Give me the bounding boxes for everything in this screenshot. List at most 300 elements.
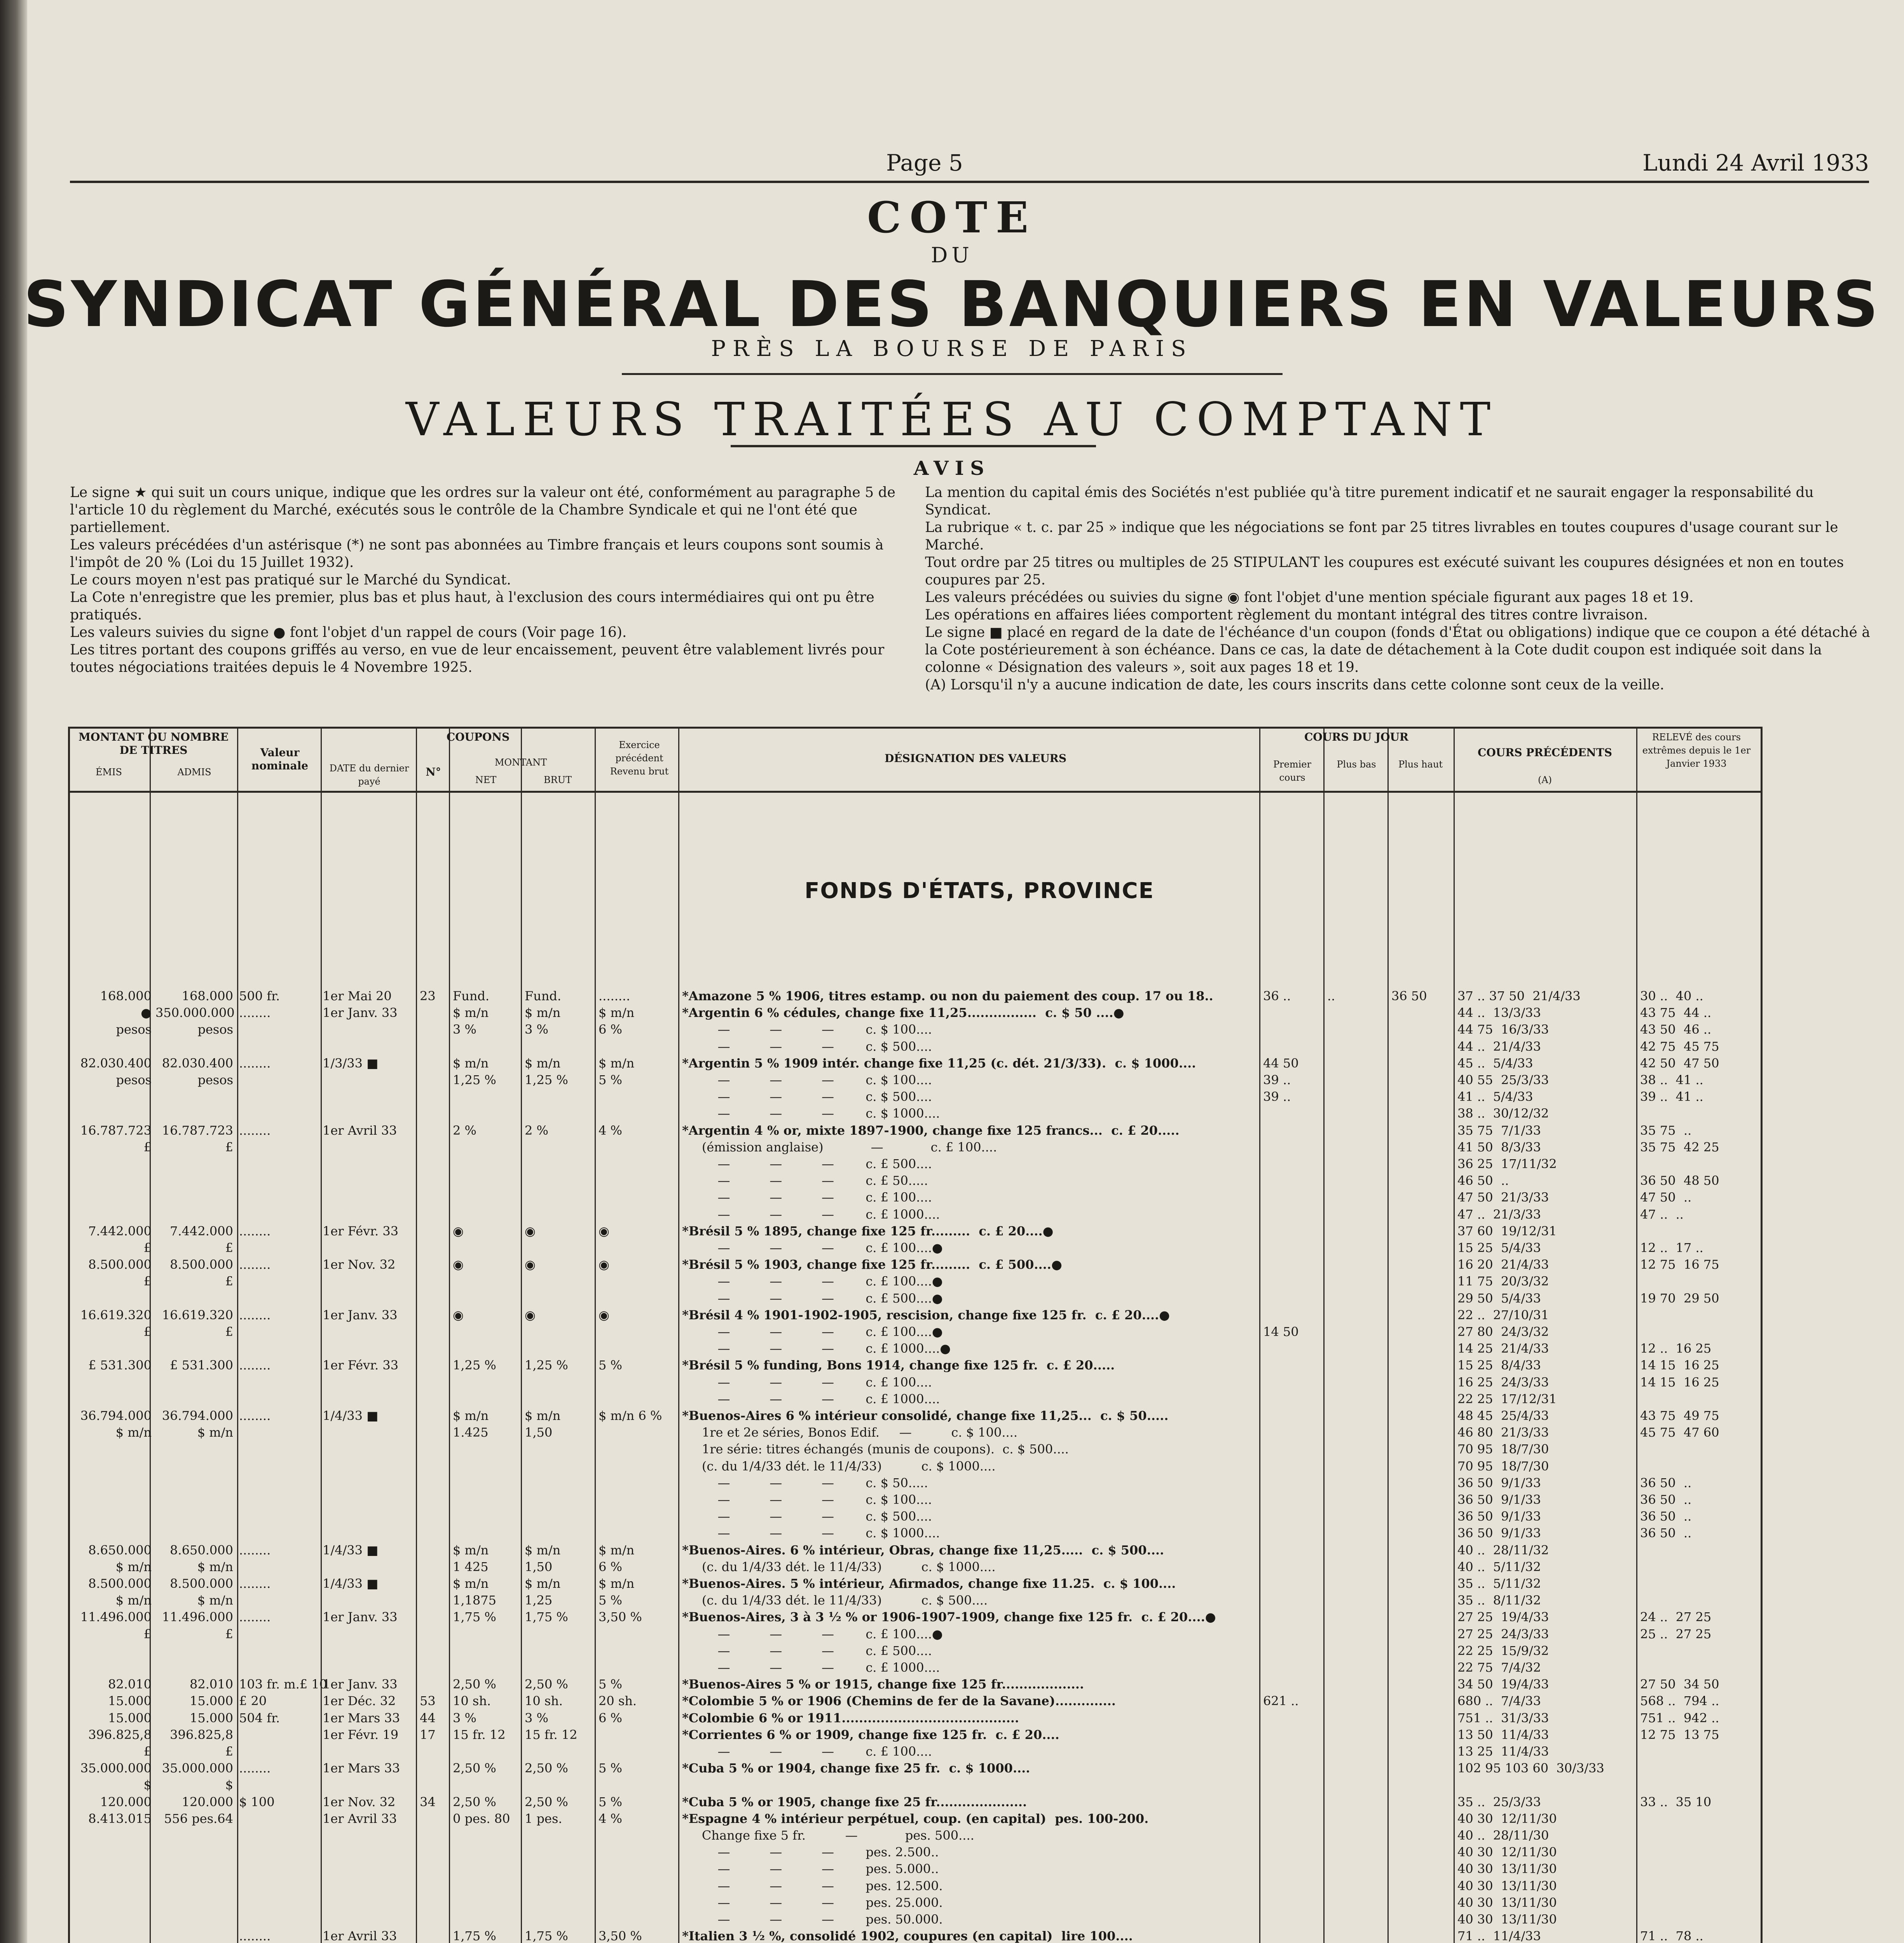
table-cell-prec: 16 25 24/3/33 bbox=[1457, 1374, 1549, 1390]
table-cell-ex: 20 sh. bbox=[599, 1694, 637, 1709]
table-cell-no: 53 bbox=[420, 1694, 436, 1709]
table-cell-val: ........ bbox=[239, 1223, 271, 1238]
table-cell-admis: $ m/n bbox=[197, 1425, 233, 1440]
table-cell-admis: 556 pes.64 bbox=[164, 1811, 233, 1826]
avis-paragraph: Les valeurs suivies du signe ● font l'objet d'un rappel de cours (Voir page 16). bbox=[70, 624, 627, 640]
table-cell-brut: 2,50 % bbox=[525, 1677, 568, 1692]
table-cell-emis: 120.000 bbox=[100, 1794, 152, 1809]
table-cell-no: 23 bbox=[420, 989, 436, 1003]
table-cell-val: ........ bbox=[239, 1123, 271, 1138]
table-cell-date: 1er Févr. 33 bbox=[323, 1358, 399, 1373]
table-cell-des: — — — c. £ 1000....● bbox=[682, 1341, 951, 1356]
table-cell-prec: 40 55 25/3/33 bbox=[1457, 1073, 1549, 1087]
table-cell-ex: 6 % bbox=[599, 1559, 622, 1574]
table-cell-emis: 16.787.723 bbox=[80, 1123, 152, 1138]
table-cell-rel: 14 15 16 25 bbox=[1640, 1374, 1719, 1390]
table-cell-des: — — — c. $ 500.... bbox=[682, 1509, 932, 1524]
table-cell-prec: 37 .. 37 50 21/4/33 bbox=[1457, 989, 1581, 1003]
table-cell-ex: 5 % bbox=[599, 1358, 622, 1373]
table-cell-ex: $ m/n bbox=[599, 1005, 635, 1020]
column-rule bbox=[521, 727, 522, 1943]
table-cell-admis: £ bbox=[225, 1240, 233, 1255]
table-cell-prec: 29 50 5/4/33 bbox=[1457, 1291, 1541, 1306]
table-cell-prec: 40 .. 5/11/32 bbox=[1457, 1559, 1541, 1574]
table-cell-des: — — — c. $ 500.... bbox=[682, 1089, 932, 1104]
avis-left-column bbox=[70, 484, 906, 676]
table-cell-prec: 46 80 21/3/33 bbox=[1457, 1425, 1549, 1440]
table-cell-des: *Corrientes 6 % or 1909, change fixe 125 fr. c. £ 20.... bbox=[682, 1727, 1059, 1742]
table-cell-net: $ m/n bbox=[453, 1055, 489, 1071]
table-cell-rel: 35 75 42 25 bbox=[1640, 1139, 1719, 1155]
table-cell-prec: 16 20 21/4/33 bbox=[1457, 1257, 1549, 1272]
table-cell-val: $ 100 bbox=[239, 1794, 275, 1809]
table-cell-ex: ◉ bbox=[599, 1307, 609, 1322]
column-rule bbox=[678, 727, 679, 1943]
table-cell-des: — — — pes. 25.000. bbox=[682, 1895, 943, 1910]
table-cell-rel: 12 75 13 75 bbox=[1640, 1727, 1719, 1742]
table-cell-rel: 24 .. 27 25 bbox=[1640, 1610, 1712, 1625]
table-cell-emis: £ bbox=[143, 1240, 152, 1255]
table-cell-prec: 14 25 21/4/33 bbox=[1457, 1341, 1549, 1356]
masthead-du: DU bbox=[931, 243, 973, 267]
column-rule bbox=[1259, 727, 1260, 1943]
table-cell-prec: 40 30 13/11/30 bbox=[1457, 1861, 1557, 1877]
table-cell-ex: 4 % bbox=[599, 1811, 622, 1826]
header-date: DATE du dernier payé bbox=[329, 763, 409, 787]
issue-date: Lundi 24 Avril 1933 bbox=[1642, 150, 1869, 176]
table-cell-brut: ◉ bbox=[525, 1223, 536, 1238]
table-cell-rel: 42 50 47 50 bbox=[1640, 1055, 1719, 1071]
table-cell-emis: 82.010 bbox=[108, 1677, 152, 1692]
column-rule bbox=[449, 727, 450, 1943]
table-cell-net: ◉ bbox=[453, 1223, 464, 1238]
table-cell-net: 3 % bbox=[453, 1710, 476, 1725]
table-cell-admis: $ bbox=[225, 1777, 233, 1793]
table-cell-des: *Buenos-Aires 6 % intérieur consolidé, change fixe 11,25... c. $ 50..... bbox=[682, 1408, 1169, 1423]
table-cell-net: $ m/n bbox=[453, 1542, 489, 1558]
table-cell-prec: 36 50 9/1/33 bbox=[1457, 1475, 1541, 1490]
table-cell-date: 1er Déc. 32 bbox=[323, 1694, 396, 1709]
table-cell-prec: 40 .. 28/11/30 bbox=[1457, 1828, 1549, 1843]
table-cell-prec: 44 75 16/3/33 bbox=[1457, 1022, 1549, 1037]
table-cell-date: 1er Avril 33 bbox=[323, 1123, 397, 1138]
table-cell-rel: 43 75 44 .. bbox=[1640, 1005, 1712, 1020]
table-cell-emis: $ m/n bbox=[115, 1425, 152, 1440]
table-cell-prec: 15 25 8/4/33 bbox=[1457, 1358, 1541, 1373]
table-cell-ex: 5 % bbox=[599, 1761, 622, 1776]
table-cell-date: 1er Avril 33 bbox=[323, 1929, 397, 1943]
table-cell-rel: 36 50 48 50 bbox=[1640, 1173, 1719, 1188]
table-cell-des: *Buenos-Aires, 3 à 3 ½ % or 1906-1907-1909, change fixe 125 fr. c. £ 20....● bbox=[682, 1610, 1216, 1625]
table-cell-admis: 7.442.000 bbox=[170, 1223, 233, 1238]
table-cell-net: 1,1875 bbox=[453, 1593, 496, 1608]
table-cell-admis: pesos bbox=[197, 1022, 233, 1037]
table-cell-brut: 3 % bbox=[525, 1710, 548, 1725]
table-cell-brut: $ m/n bbox=[525, 1542, 561, 1558]
table-cell-rel: 36 50 .. bbox=[1640, 1492, 1692, 1507]
avis-paragraph: Le signe ★ qui suit un cours unique, indique que les ordres sur la valeur ont été, conformément au paragraphe 5 de l'article 10 du règlement du Marché, exécutés sous le contrôle de la Chambre Syndicale et qui ne l'ont été que partiellement. bbox=[70, 485, 895, 535]
table-cell-prec: 40 30 12/11/30 bbox=[1457, 1811, 1557, 1826]
table-cell-des: (c. du 1/4/33 dét. le 11/4/33) c. $ 1000.... bbox=[682, 1559, 996, 1574]
table-cell-prec: 45 .. 5/4/33 bbox=[1457, 1055, 1533, 1071]
table-cell-rel: 12 75 16 75 bbox=[1640, 1257, 1719, 1272]
table-cell-des: *Brésil 5 % funding, Bons 1914, change fixe 125 fr. c. £ 20..... bbox=[682, 1358, 1115, 1373]
table-cell-ex: ◉ bbox=[599, 1257, 609, 1272]
table-cell-date: 1er Janv. 33 bbox=[323, 1005, 398, 1020]
table-cell-des: *Cuba 5 % or 1905, change fixe 25 fr..................... bbox=[682, 1794, 1027, 1809]
table-cell-net: 3 % bbox=[453, 1022, 476, 1037]
table-cell-admis: 120.000 bbox=[181, 1794, 233, 1809]
table-cell-c1: 621 .. bbox=[1263, 1694, 1299, 1709]
table-cell-date: 1er Nov. 32 bbox=[323, 1257, 396, 1272]
table-cell-prec: 38 .. 30/12/32 bbox=[1457, 1106, 1549, 1121]
header-plus-haut: Plus haut bbox=[1398, 759, 1443, 770]
table-cell-des: *Italien 3 ½ %, consolidé 1902, coupures (en capital) lire 100.... bbox=[682, 1929, 1133, 1943]
table-cell-admis: $ m/n bbox=[197, 1559, 233, 1574]
column-rule bbox=[237, 727, 238, 1943]
table-cell-net: 1,25 % bbox=[453, 1358, 496, 1373]
table-cell-brut: 2 % bbox=[525, 1123, 548, 1138]
table-cell-des: — — — c. £ 1000.... bbox=[682, 1660, 940, 1675]
table-cell-brut: 15 fr. 12 bbox=[525, 1727, 578, 1742]
table-cell-admis: 16.787.723 bbox=[162, 1123, 233, 1138]
table-cell-rel: 39 .. 41 .. bbox=[1640, 1089, 1703, 1104]
table-cell-brut: 1,75 % bbox=[525, 1610, 568, 1625]
table-cell-prec: 44 .. 13/3/33 bbox=[1457, 1005, 1541, 1020]
table-cell-brut: Fund. bbox=[525, 989, 562, 1003]
avis-paragraph: Les valeurs précédées d'un astérisque (*) ne sont pas abonnées au Timbre français et leurs coupons sont soumis à l'impôt de 20 % (Loi du 15 Juillet 1932). bbox=[70, 537, 884, 570]
table-cell-ex: 6 % bbox=[599, 1710, 622, 1725]
table-cell-emis: 8.500.000 bbox=[88, 1576, 152, 1591]
table-cell-ex: $ m/n bbox=[599, 1576, 635, 1591]
table-cell-prec: 22 25 17/12/31 bbox=[1457, 1391, 1557, 1406]
avis-paragraph: Les valeurs précédées ou suivies du signe ◉ font l'objet d'une mention spéciale figurant aux pages 18 et 19. bbox=[925, 590, 1694, 605]
table-cell-prec: 35 .. 8/11/32 bbox=[1457, 1593, 1541, 1608]
column-rule bbox=[1323, 727, 1325, 1943]
table-cell-emis: 11.496.000 bbox=[80, 1610, 152, 1625]
table-cell-c1: 14 50 bbox=[1263, 1324, 1299, 1339]
table-cell-des: (c. du 1/4/33 dét. le 11/4/33) c. $ 1000.... bbox=[682, 1458, 996, 1474]
table-cell-net: 1,75 % bbox=[453, 1929, 496, 1943]
table-cell-rel: 71 .. 78 .. bbox=[1640, 1929, 1703, 1943]
table-cell-admis: 16.619.320 bbox=[162, 1307, 233, 1322]
table-cell-emis: 7.442.000 bbox=[88, 1223, 152, 1238]
table-cell-emis: 8.650.000 bbox=[88, 1542, 152, 1558]
table-cell-rel: 751 .. 942 .. bbox=[1640, 1710, 1719, 1725]
table-cell-date: 1er Avril 33 bbox=[323, 1811, 397, 1826]
table-cell-admis: pesos bbox=[197, 1073, 233, 1087]
table-cell-net: $ m/n bbox=[453, 1408, 489, 1423]
table-cell-brut: 1,50 bbox=[525, 1559, 553, 1574]
table-cell-net: ◉ bbox=[453, 1307, 464, 1322]
avis-paragraph: La rubrique « t. c. par 25 » indique que les négociations se font par 25 titres livrables en toutes coupures d'usage courant sur le Marché. bbox=[925, 520, 1838, 553]
section-heading-rule bbox=[731, 445, 1096, 447]
table-cell-net: 15 fr. 12 bbox=[453, 1727, 506, 1742]
table-cell-c1: 44 50 bbox=[1263, 1055, 1299, 1071]
header-admis: ADMIS bbox=[177, 767, 211, 778]
table-cell-admis: 8.500.000 bbox=[170, 1576, 233, 1591]
table-cell-admis: 350.000.000 bbox=[155, 1005, 235, 1020]
avis-paragraph: Les opérations en affaires liées comportent règlement du montant intégral des titres contre livraison. bbox=[925, 607, 1648, 623]
table-cell-emis: 396.825,8 bbox=[88, 1727, 152, 1742]
table-cell-date: 1er Janv. 33 bbox=[323, 1677, 398, 1692]
table-cell-rel: 568 .. 794 .. bbox=[1640, 1694, 1719, 1709]
table-cell-prec: 36 50 9/1/33 bbox=[1457, 1526, 1541, 1541]
table-cell-des: — — — c. $ 1000.... bbox=[682, 1106, 940, 1121]
table-cell-emis: 8.413.015 bbox=[88, 1811, 152, 1826]
table-cell-des: — — — c. £ 100....● bbox=[682, 1626, 943, 1641]
table-cell-des: (c. du 1/4/33 dét. le 11/4/33) c. $ 500.... bbox=[682, 1593, 988, 1608]
table-cell-prec: 37 60 19/12/31 bbox=[1457, 1223, 1557, 1238]
column-rule bbox=[1387, 727, 1389, 1943]
table-cell-admis: 82.010 bbox=[190, 1677, 233, 1692]
table-cell-brut: 10 sh. bbox=[525, 1694, 563, 1709]
table-cell-ex: ........ bbox=[599, 989, 630, 1003]
table-cell-date: 1er Janv. 33 bbox=[323, 1610, 398, 1625]
table-cell-brut: $ m/n bbox=[525, 1408, 561, 1423]
table-cell-admis: 82.030.400 bbox=[162, 1055, 233, 1071]
table-cell-net: Fund. bbox=[453, 989, 490, 1003]
table-cell-rel: 27 50 34 50 bbox=[1640, 1677, 1719, 1692]
table-cell-prec: 34 50 19/4/33 bbox=[1457, 1677, 1549, 1692]
table-cell-brut: 1 pes. bbox=[525, 1811, 562, 1826]
table-cell-net: $ m/n bbox=[453, 1005, 489, 1020]
avis-paragraph: La mention du capital émis des Sociétés n'est publiée qu'à titre purement indicatif et ne saurait engager la responsabilité du Syndicat. bbox=[925, 485, 1814, 518]
table-cell-emis: 8.500.000 bbox=[88, 1257, 152, 1272]
table-cell-no: 34 bbox=[420, 1794, 436, 1809]
avis-paragraph: Le cours moyen n'est pas pratiqué sur le Marché du Syndicat. bbox=[70, 572, 511, 588]
table-cell-val: ........ bbox=[239, 1761, 271, 1776]
table-cell-rel: 38 .. 41 .. bbox=[1640, 1073, 1703, 1087]
table-cell-val: 504 fr. bbox=[239, 1710, 280, 1725]
table-cell-date: 1er Févr. 19 bbox=[323, 1727, 399, 1742]
header-brut: BRUT bbox=[544, 774, 572, 785]
table-cell-date: 1/4/33 ■ bbox=[323, 1408, 379, 1423]
table-cell-des: — — — c. £ 1000.... bbox=[682, 1391, 940, 1406]
table-cell-net: 2,50 % bbox=[453, 1794, 496, 1809]
table-cell-emis: $ bbox=[143, 1777, 152, 1793]
table-cell-brut: $ m/n bbox=[525, 1005, 561, 1020]
table-cell-brut: ◉ bbox=[525, 1307, 536, 1322]
table-cell-date: 1er Févr. 33 bbox=[323, 1223, 399, 1238]
table-cell-val: ........ bbox=[239, 1055, 271, 1071]
header-numero: N° bbox=[426, 766, 441, 778]
table-cell-val: ........ bbox=[239, 1307, 271, 1322]
table-cell-brut: 1,75 % bbox=[525, 1929, 568, 1943]
table-cell-prec: 46 50 .. bbox=[1457, 1173, 1509, 1188]
table-cell-prec: 35 75 7/1/33 bbox=[1457, 1123, 1541, 1138]
table-cell-prec: 40 30 13/11/30 bbox=[1457, 1912, 1557, 1927]
table-cell-rel: 25 .. 27 25 bbox=[1640, 1626, 1712, 1641]
table-cell-prec: 751 .. 31/3/33 bbox=[1457, 1710, 1549, 1725]
table-cell-des: *Buenos-Aires 5 % or 1915, change fixe 125 fr................... bbox=[682, 1677, 1084, 1692]
table-cell-prec: 36 50 9/1/33 bbox=[1457, 1509, 1541, 1524]
table-cell-des: — — — c. £ 1000.... bbox=[682, 1207, 940, 1222]
table-cell-rel: 42 75 45 75 bbox=[1640, 1039, 1719, 1054]
table-cell-c1: 36 .. bbox=[1263, 989, 1291, 1003]
table-cell-des: — — — c. £ 50..... bbox=[682, 1173, 928, 1188]
table-cell-prec: 70 95 18/7/30 bbox=[1457, 1442, 1549, 1457]
table-cell-net: 1,25 % bbox=[453, 1073, 496, 1087]
table-cell-ex: $ m/n bbox=[599, 1055, 635, 1071]
running-header bbox=[70, 150, 1869, 183]
table-cell-admis: 8.500.000 bbox=[170, 1257, 233, 1272]
table-cell-des: — — — c. £ 100.... bbox=[682, 1190, 932, 1205]
table-cell-val: ........ bbox=[239, 1576, 271, 1591]
column-rule bbox=[321, 727, 322, 1943]
table-cell-brut: $ m/n bbox=[525, 1576, 561, 1591]
table-cell-emis: £ bbox=[143, 1139, 152, 1155]
table-cell-des: — — — c. £ 500.... bbox=[682, 1643, 932, 1658]
table-cell-admis: 168.000 bbox=[181, 989, 233, 1003]
table-cell-admis: £ bbox=[225, 1744, 233, 1759]
header-releve: RELEVÉ des cours extrêmes depuis le 1er Janvier 1933 bbox=[1642, 732, 1751, 769]
table-cell-emis: £ bbox=[143, 1744, 152, 1759]
table-cell-brut: 1,25 bbox=[525, 1593, 553, 1608]
table-cell-admis: 11.496.000 bbox=[162, 1610, 233, 1625]
table-cell-admis: £ bbox=[225, 1626, 233, 1641]
table-cell-net: 0 pes. 80 bbox=[453, 1811, 510, 1826]
table-cell-brut: 2,50 % bbox=[525, 1794, 568, 1809]
table-cell-admis: 35.000.000 bbox=[162, 1761, 233, 1776]
table-cell-des: — — — c. $ 500.... bbox=[682, 1039, 932, 1054]
header-premier: Premier cours bbox=[1273, 759, 1311, 783]
table-cell-rel: 12 .. 16 25 bbox=[1640, 1341, 1712, 1356]
table-cell-des: — — — c. £ 500.... bbox=[682, 1156, 932, 1171]
table-cell-date: 1er Nov. 32 bbox=[323, 1794, 396, 1809]
table-cell-admis: $ m/n bbox=[197, 1593, 233, 1608]
table-cell-des: — — — c. £ 100....● bbox=[682, 1274, 943, 1289]
header-coupons: COUPONS bbox=[446, 731, 510, 743]
table-cell-emis: pesos bbox=[116, 1073, 152, 1087]
table-cell-admis: £ bbox=[225, 1274, 233, 1289]
table-cell-prec: 15 25 5/4/33 bbox=[1457, 1240, 1541, 1255]
table-cell-emis: pesos bbox=[116, 1022, 152, 1037]
table-cell-val: ........ bbox=[239, 1005, 271, 1020]
table-cell-prec: 22 25 15/9/32 bbox=[1457, 1643, 1549, 1658]
table-cell-des: (émission anglaise) — c. £ 100.... bbox=[682, 1139, 997, 1155]
table-cell-ex: 4 % bbox=[599, 1123, 622, 1138]
table-cell-net: 1.425 bbox=[453, 1425, 489, 1440]
table-cell-emis: 82.030.400 bbox=[80, 1055, 152, 1071]
table-cell-des: — — — c. £ 100.... bbox=[682, 1744, 932, 1759]
table-cell-prec: 41 .. 5/4/33 bbox=[1457, 1089, 1533, 1104]
table-cell-admis: 36.794.000 bbox=[162, 1408, 233, 1423]
table-cell-brut: ◉ bbox=[525, 1257, 536, 1272]
header-montant: MONTANT OU NOMBRE DE TITRES bbox=[79, 731, 229, 757]
table-cell-net: 2,50 % bbox=[453, 1761, 496, 1776]
table-cell-des: *Colombie 5 % or 1906 (Chemins de fer de la Savane).............. bbox=[682, 1694, 1116, 1709]
table-cell-ex: 5 % bbox=[599, 1593, 622, 1608]
table-cell-des: *Cuba 5 % or 1904, change fixe 25 fr. c. $ 1000.... bbox=[682, 1761, 1030, 1776]
table-cell-c2: .. bbox=[1327, 989, 1335, 1003]
table-cell-ex: $ m/n bbox=[599, 1542, 635, 1558]
column-rule bbox=[595, 727, 596, 1943]
table-cell-ex: ◉ bbox=[599, 1223, 609, 1238]
table-cell-rel: 19 70 29 50 bbox=[1640, 1291, 1719, 1306]
header-emis: ÉMIS bbox=[95, 767, 122, 778]
table-cell-admis: £ bbox=[225, 1324, 233, 1339]
table-cell-prec: 41 50 8/3/33 bbox=[1457, 1139, 1541, 1155]
table-cell-brut: 3 % bbox=[525, 1022, 548, 1037]
table-cell-des: — — — c. $ 100.... bbox=[682, 1022, 932, 1037]
table-cell-des: *Argentin 4 % or, mixte 1897-1900, change fixe 125 francs... c. £ 20..... bbox=[682, 1123, 1180, 1138]
table-cell-des: *Buenos-Aires. 5 % intérieur, Afirmados, change fixe 11.25. c. $ 100.... bbox=[682, 1576, 1176, 1591]
column-rule bbox=[1454, 727, 1455, 1943]
table-cell-des: Change fixe 5 fr. — pes. 500.... bbox=[682, 1828, 974, 1843]
table-cell-des: — — — pes. 5.000.. bbox=[682, 1861, 939, 1877]
table-cell-date: 1er Janv. 33 bbox=[323, 1307, 398, 1322]
table-cell-prec: 27 25 24/3/33 bbox=[1457, 1626, 1549, 1641]
table-cell-ex: $ m/n 6 % bbox=[599, 1408, 662, 1423]
avis-paragraph: Les titres portant des coupons griffés au verso, en vue de leur encaissement, peuvent être valablement livrés pour toutes négociations traitées depuis le 4 Novembre 1925. bbox=[70, 642, 885, 675]
table-cell-date: 1er Mars 33 bbox=[323, 1761, 400, 1776]
table-cell-prec: 40 .. 28/11/32 bbox=[1457, 1542, 1549, 1558]
table-cell-rel: 14 15 16 25 bbox=[1640, 1358, 1719, 1373]
table-cell-net: 1,75 % bbox=[453, 1610, 496, 1625]
table-cell-val: ........ bbox=[239, 1929, 271, 1943]
table-cell-admis: 15.000 bbox=[190, 1710, 233, 1725]
avis-paragraph: (A) Lorsqu'il n'y a aucune indication de date, les cours inscrits dans cette colonne sont ceux de la veille. bbox=[925, 677, 1665, 693]
masthead-rule bbox=[622, 373, 1283, 375]
header-cours-du-jour: COURS DU JOUR bbox=[1304, 731, 1409, 743]
table-cell-prec: 40 30 12/11/30 bbox=[1457, 1845, 1557, 1860]
table-cell-des: *Brésil 4 % 1901-1902-1905, rescision, change fixe 125 fr. c. £ 20....● bbox=[682, 1307, 1170, 1322]
table-cell-rel: 33 .. 35 10 bbox=[1640, 1794, 1712, 1809]
table-cell-ex: 3,50 % bbox=[599, 1610, 642, 1625]
table-cell-emis: $ m/n bbox=[115, 1593, 152, 1608]
table-cell-ex: 5 % bbox=[599, 1677, 622, 1692]
table-cell-date: 1er Mai 20 bbox=[323, 989, 392, 1003]
column-rule bbox=[1636, 727, 1637, 1943]
table-cell-emis: 168.000 bbox=[100, 989, 152, 1003]
table-cell-rel: 36 50 .. bbox=[1640, 1526, 1692, 1541]
table-cell-val: ........ bbox=[239, 1257, 271, 1272]
table-cell-val: 500 fr. bbox=[239, 989, 280, 1003]
header-cours-precedents-note: (A) bbox=[1538, 774, 1552, 785]
table-cell-admis: £ 531.300 bbox=[170, 1358, 233, 1373]
table-cell-des: — — — c. £ 500....● bbox=[682, 1291, 943, 1306]
table-cell-admis: 396.825,8 bbox=[170, 1727, 233, 1742]
table-cell-des: *Colombie 6 % or 1911......................................... bbox=[682, 1710, 1019, 1725]
table-cell-prec: 102 95 103 60 30/3/33 bbox=[1457, 1761, 1604, 1776]
table-cell-c3: 36 50 bbox=[1391, 989, 1427, 1003]
avis-paragraph: La Cote n'enregistre que les premier, plus bas et plus haut, à l'exclusion des cours intermédiaires qui ont pu être pratiqués. bbox=[70, 590, 874, 623]
table-cell-ex: 3,50 % bbox=[599, 1929, 642, 1943]
table-cell-admis: £ bbox=[225, 1139, 233, 1155]
table-cell-val: ........ bbox=[239, 1610, 271, 1625]
table-cell-des: — — — pes. 2.500.. bbox=[682, 1845, 939, 1860]
table-cell-brut: 1,25 % bbox=[525, 1073, 568, 1087]
table-cell-rel: 45 75 47 60 bbox=[1640, 1425, 1719, 1440]
table-cell-prec: 35 .. 25/3/33 bbox=[1457, 1794, 1541, 1809]
table-cell-net: 2 % bbox=[453, 1123, 476, 1138]
table-cell-emis: 36.794.000 bbox=[80, 1408, 152, 1423]
table-cell-des: *Argentin 6 % cédules, change fixe 11,25................ c. $ 50 ....● bbox=[682, 1005, 1124, 1020]
table-cell-des: *Espagne 4 % intérieur perpétuel, coup. (en capital) pes. 100-200. bbox=[682, 1811, 1149, 1826]
avis-paragraph: Le signe ■ placé en regard de la date de l'échéance d'un coupon (fonds d'État ou obligations) indique que ce coupon a été détaché à la Cote postérieurement à son échéance. Dans ce cas, la date de détachement à la Cote dudit coupon est indiquée soit dans la colonne « Désignation des valeurs », soit aux pages 18 et 19. bbox=[925, 624, 1870, 675]
table-cell-des: — — — c. £ 100.... bbox=[682, 1374, 932, 1390]
table-cell-rel: 35 75 .. bbox=[1640, 1123, 1692, 1138]
section-heading: VALEURS TRAITÉES AU COMPTANT bbox=[405, 392, 1499, 446]
table-cell-c1: 39 .. bbox=[1263, 1073, 1291, 1087]
table-cell-emis: £ bbox=[143, 1274, 152, 1289]
table-cell-des: 1re série: titres échangés (munis de coupons). c. $ 500.... bbox=[682, 1442, 1069, 1457]
table-cell-net: 2,50 % bbox=[453, 1677, 496, 1692]
table-cell-prec: 36 50 9/1/33 bbox=[1457, 1492, 1541, 1507]
table-cell-prec: 13 25 11/4/33 bbox=[1457, 1744, 1549, 1759]
table-cell-prec: 35 .. 5/11/32 bbox=[1457, 1576, 1541, 1591]
